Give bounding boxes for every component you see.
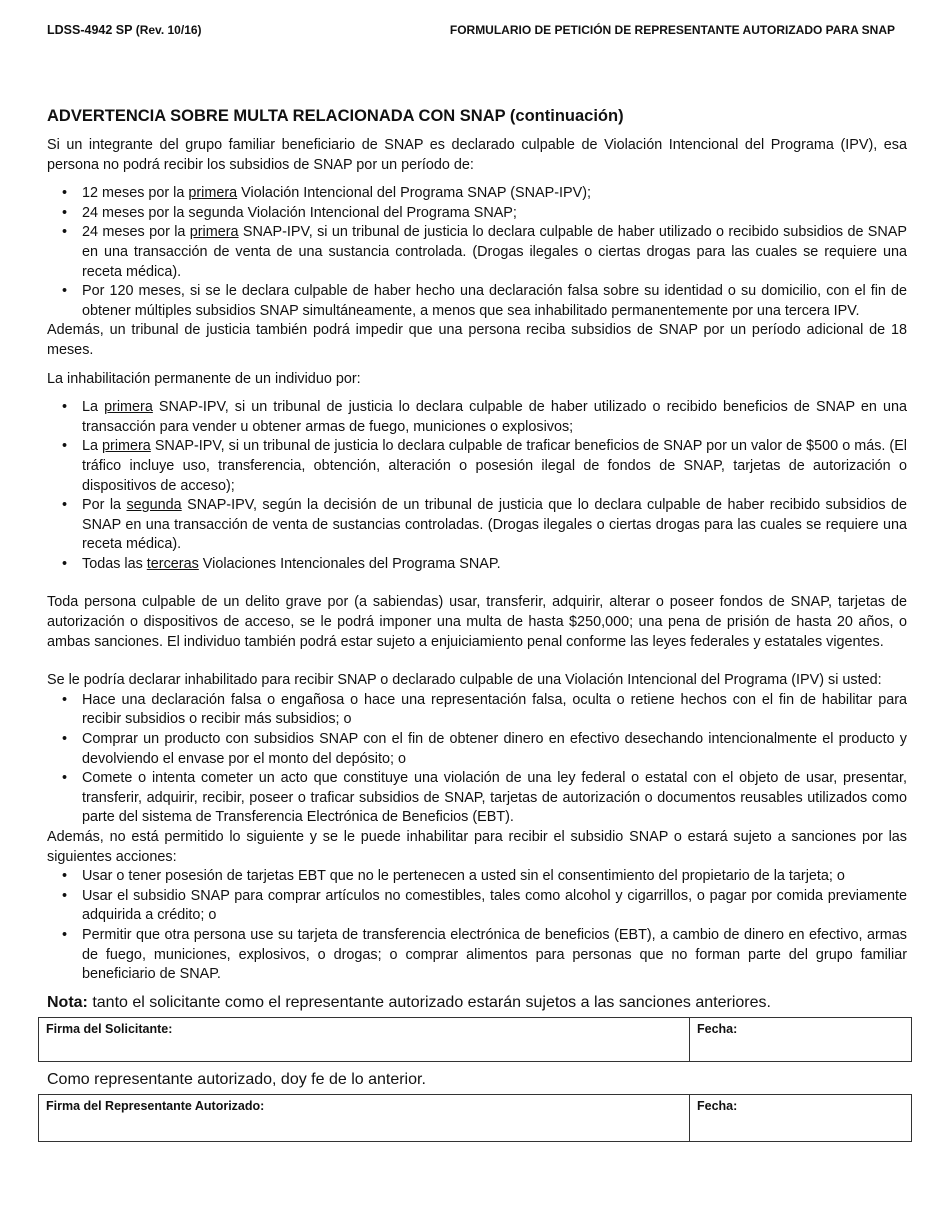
felony-paragraph: Toda persona culpable de un delito grave por (a sabiendas) usar, transferir, adquirir, alterar o poseer fondos de SNAP, tarjetas de autorización o dispositivos de acceso, se le podrá imponer una multa de hasta $250,000; una pena de prisión de hasta 20 años, o ambas sanciones. El individuo también podrá estar sujeto a enjuiciamiento penal conforme las leyes federales y estatales vigentes. (47, 594, 907, 650)
list-item: • Hace una declaración falsa o engañosa o hace una representación falsa, oculta o retiene hechos con el fin de habilitar para recibir subsidios o recibir más subsidios; o (82, 691, 907, 730)
permanent-list (47, 398, 907, 574)
list-item: • Por 120 meses, si se le declara culpable de haber hecho una declaración falsa sobre su identidad o su domicilio, con el fin de obtener múltiples subsidios SNAP simultáneamente, a menos que sea inhabilitado permanentemente por una tercera IPV. (82, 282, 907, 321)
list-item: • Comete o intenta cometer un acto que constituye una violación de una ley federal o estatal con el objeto de usar, presentar, transferir, adquirir, recibir, poseer o traficar subsidios de SNAP, tarjetas de autorización o documentos reusables utilizados como parte del sistema de Transferencia Electrónica de Beneficios (EBT). (82, 769, 907, 828)
document-body (47, 106, 907, 1142)
form-number: LDSS-4942 SP (47, 23, 133, 37)
list-item: • Permitir que otra persona use su tarjeta de transferencia electrónica de beneficios (EBT), a cambio de dinero en efectivo, armas de fuego, municiones, explosivos, o drogas; o comprar alimentos para personas que no forman parte del grupo familiar beneficiario de SNAP. (82, 926, 907, 985)
nota-paragraph: Nota: tanto el solicitante como el representante autorizado estarán sujetos a las sanciones anteriores. (47, 993, 771, 1011)
form-id (47, 23, 202, 37)
representative-date-field[interactable]: Fecha: (690, 1094, 912, 1141)
attest-line: Como representante autorizado, doy fe de lo anterior. (47, 1070, 426, 1088)
list-item: • Usar el subsidio SNAP para comprar artículos no comestibles, tales como alcohol y cigarrillos, o pagar por comida previamente adquirida a crédito; o (82, 887, 907, 926)
list-item: • Todas las terceras Violaciones Intencionales del Programa SNAP. (82, 555, 907, 575)
list-item: • Comprar un producto con subsidios SNAP con el fin de obtener dinero en efectivo desechando intencionalmente el producto y devolviendo el envase por el monto del depósito; o (82, 730, 907, 769)
list-item: • Por la segunda SNAP-IPV, según la decisión de un tribunal de justicia que lo declara culpable de haber recibido subsidios de SNAP en una transacción de venta de sustancias controladas. (Drogas ilegales o ciertas drogas para las cuales se requiere una receta médica). (82, 496, 907, 555)
not-allowed-list (47, 867, 907, 985)
representative-signature-field[interactable]: Firma del Representante Autorizado: (39, 1094, 690, 1141)
ipv-list (47, 691, 907, 828)
intro-paragraph: Si un integrante del grupo familiar beneficiario de SNAP es declarado culpable de Violación Intencional del Programa (IPV), esa persona no podrá recibir los subsidios de SNAP por un período de: (47, 137, 907, 173)
list-item: • 24 meses por la segunda Violación Intencional del Programa SNAP; (82, 204, 907, 224)
applicant-signature-box (38, 1017, 912, 1062)
permanent-intro: La inhabilitación permanente de un individuo por: (47, 370, 361, 387)
applicant-signature-field[interactable]: Firma del Solicitante: (39, 1017, 690, 1061)
form-title: FORMULARIO DE PETICIÓN DE REPRESENTANTE AUTORIZADO PARA SNAP (449, 23, 895, 37)
section-title: ADVERTENCIA SOBRE MULTA RELACIONADA CON SNAP (continuación) (47, 107, 624, 125)
list-item: • 12 meses por la primera Violación Intencional del Programa SNAP (SNAP-IPV); (82, 184, 907, 204)
representative-signature-box (38, 1094, 912, 1142)
form-revision: (Rev. 10/16) (135, 23, 202, 37)
list-item: • La primera SNAP-IPV, si un tribunal de justicia lo declara culpable de traficar beneficios de SNAP por un valor de $500 o más. (El tráfico incluye uso, transferencia, obtención, alteración o posesión ilegal de fondos de SNAP, tarjetas de autorización o dispositivos de acceso); (82, 437, 907, 496)
nota-label: Nota: (47, 993, 88, 1011)
list-item: • La primera SNAP-IPV, si un tribunal de justicia lo declara culpable de haber utilizado o recibido beneficios de SNAP en una transacción para vender u obtener armas de fuego, municiones o explosivos; (82, 398, 907, 437)
list-item: • Usar o tener posesión de tarjetas EBT que no le pertenecen a usted sin el consentimiento del propietario de la tarjeta; o (82, 867, 907, 887)
periods-list (47, 184, 907, 321)
ipv-intro: Se le podría declarar inhabilitado para recibir SNAP o declarado culpable de una Violación Intencional del Programa (IPV) si usted: (47, 672, 882, 689)
list-item: • 24 meses por la primera SNAP-IPV, si un tribunal de justicia lo declara culpable de haber utilizado o recibido subsidios de SNAP en una transacción de venta de una sustancia controlada. (Drogas ilegales o ciertas drogas para las cuales se requiere una receta médica). (82, 223, 907, 282)
applicant-date-field[interactable]: Fecha: (690, 1017, 912, 1061)
not-allowed-intro: Además, no está permitido lo siguiente y se le puede inhabilitar para recibir el subsidio SNAP o estará sujeto a sanciones por las siguientes acciones: (47, 829, 907, 865)
additional-court-paragraph: Además, un tribunal de justicia también podrá impedir que una persona reciba subsidios de SNAP por un período adicional de 18 meses. (47, 322, 907, 358)
